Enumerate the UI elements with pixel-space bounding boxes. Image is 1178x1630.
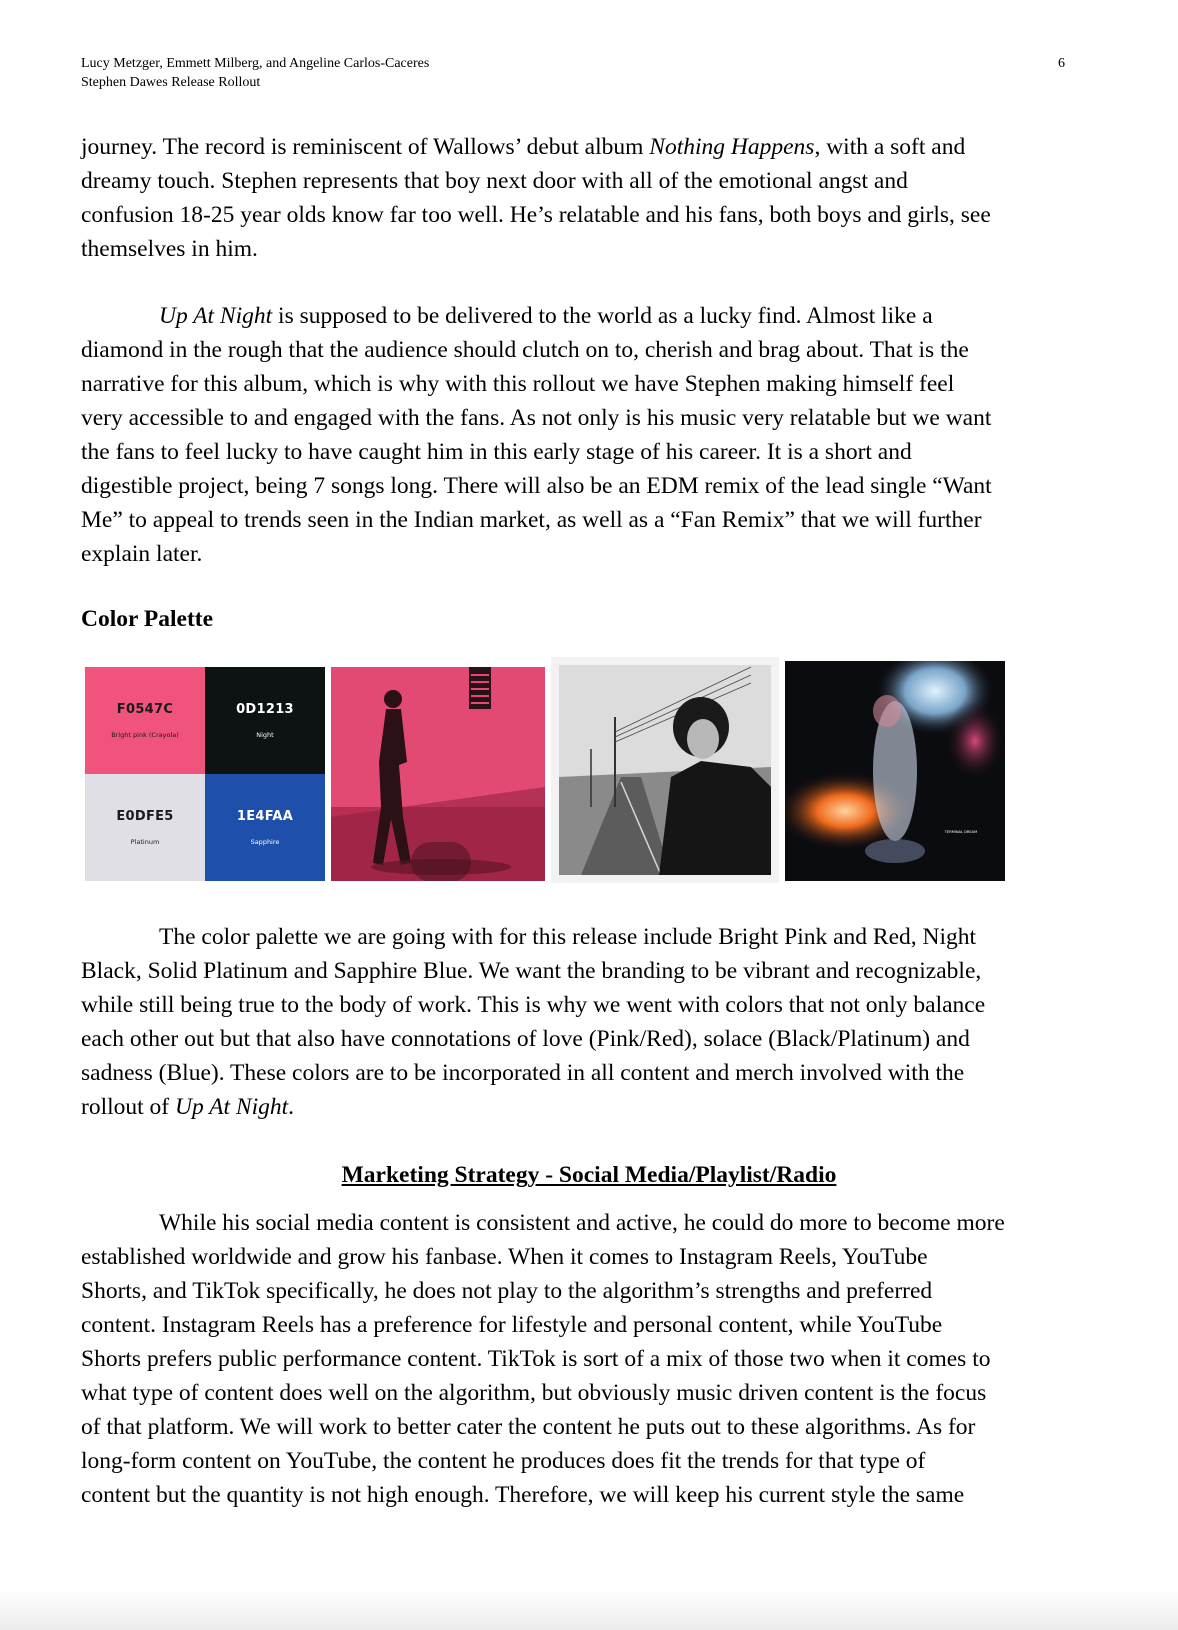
paragraph-up-at-night	[81, 299, 1081, 571]
text-span: , with a soft and	[814, 134, 966, 160]
photo-album-cover-art	[785, 661, 1005, 881]
page-bottom-shade	[0, 1590, 1178, 1630]
photo-bw-portrait	[551, 657, 779, 883]
text-line: Shorts prefers public performance content. TikTok is sort of a mix of those two when it comes to	[81, 1346, 991, 1372]
text-line: The color palette we are going with for this release include Bright Pink and Red, Night	[159, 924, 977, 950]
swatch-night	[205, 667, 325, 774]
swatch-name: Night	[256, 731, 274, 739]
text-line: each other out but that also have connotations of love (Pink/Red), solace (Black/Platinum) and	[81, 1026, 970, 1052]
text-line: narrative for this album, which is why with this rollout we have Stephen making himself feel	[81, 371, 955, 397]
swatch-bright-pink	[85, 667, 205, 774]
text-line: explain later.	[81, 541, 203, 567]
swatch-name: Bright pink (Crayola)	[111, 731, 179, 739]
palette-swatch-grid	[85, 667, 325, 881]
swatch-hex: E0DFE5	[116, 809, 174, 824]
authors-line: Lucy Metzger, Emmett Milberg, and Angeline Carlos-Caceres	[81, 56, 430, 71]
paragraph-marketing	[81, 1206, 1081, 1512]
text-line	[81, 1090, 1081, 1124]
photo-pink-wall-art	[331, 667, 545, 881]
running-header	[81, 54, 429, 92]
text-line: long-form content on YouTube, the content he produces does fit the trends for that type of	[81, 1448, 926, 1474]
text-span: is supposed to be delivered to the world as a lucky find. Almost like a	[272, 303, 933, 329]
text-line: Me” to appeal to trends seen in the Indian market, as well as a “Fan Remix” that we will further	[81, 507, 982, 533]
text-line	[81, 130, 1081, 164]
text-line: the fans to feel lucky to have caught him in this early stage of his career. It is a short and	[81, 439, 912, 465]
text-line: while still being true to the body of work. This is why we went with colors that not only balance	[81, 992, 986, 1018]
text-line: sadness (Blue). These colors are to be incorporated in all content and merch involved with the	[81, 1060, 965, 1086]
text-line: established worldwide and grow his fanbase. When it comes to Instagram Reels, YouTube	[81, 1244, 928, 1270]
text-line: Shorts, and TikTok specifically, he does not play to the algorithm’s strengths and preferred	[81, 1278, 933, 1304]
album-title-italic: Up At Night	[175, 1094, 289, 1120]
text-line: of that platform. We will work to better cater the content he puts out to these algorithms. As for	[81, 1414, 976, 1440]
text-line: content. Instagram Reels has a preference for lifestyle and personal content, while YouTube	[81, 1312, 943, 1338]
text-span: .	[288, 1094, 295, 1120]
text-span: rollout of	[81, 1094, 175, 1120]
text-line: very accessible to and engaged with the fans. As not only is his music very relatable but we want	[81, 405, 992, 431]
swatch-hex: F0547C	[116, 702, 174, 717]
photo-pink-wall	[331, 667, 545, 881]
swatch-hex: 1E4FAA	[236, 809, 294, 824]
swatch-hex: 0D1213	[236, 702, 294, 717]
swatch-name: Sapphire	[250, 838, 280, 846]
text-line: digestible project, being 7 songs long. There will also be an EDM remix of the lead single “Want	[81, 473, 992, 499]
text-line: what type of content does well on the algorithm, but obviously music driven content is the focus	[81, 1380, 987, 1406]
text-line	[81, 299, 1081, 333]
text-line: confusion 18-25 year olds know far too well. He’s relatable and his fans, both boys and girls, see	[81, 202, 991, 228]
paragraph-journey	[81, 130, 1081, 266]
text-line: content but the quantity is not high enough. Therefore, we will keep his current style the same	[81, 1482, 965, 1508]
swatch-platinum	[85, 774, 205, 881]
text-line: Black, Solid Platinum and Sapphire Blue. We want the branding to be vibrant and recognizable,	[81, 958, 982, 984]
photo-bw-portrait-art	[551, 657, 779, 883]
paragraph-color-palette	[81, 920, 1081, 1124]
album-title-italic: Nothing Happens	[649, 134, 815, 160]
swatch-sapphire	[205, 774, 325, 881]
text-span: journey. The record is reminiscent of Wallows’ debut album	[81, 134, 650, 160]
photo-album-cover	[785, 661, 1005, 881]
album-cover-text: TERMINAL DREAM	[944, 830, 978, 834]
text-line: dreamy touch. Stephen represents that boy next door with all of the emotional angst and	[81, 168, 908, 194]
text-line: While his social media content is consistent and active, he could do more to become more	[159, 1210, 1005, 1236]
color-palette-heading: Color Palette	[81, 606, 214, 632]
marketing-strategy-heading: Marketing Strategy - Social Media/Playlist/Radio	[341, 1162, 837, 1188]
page-number: 6	[1058, 56, 1065, 71]
document-title-line: Stephen Dawes Release Rollout	[81, 75, 261, 90]
swatch-name: Platinum	[130, 838, 160, 846]
text-line: themselves in him.	[81, 236, 258, 262]
album-title-italic: Up At Night	[159, 303, 273, 329]
text-line: diamond in the rough that the audience should clutch on to, cherish and brag about. That is the	[81, 337, 969, 363]
